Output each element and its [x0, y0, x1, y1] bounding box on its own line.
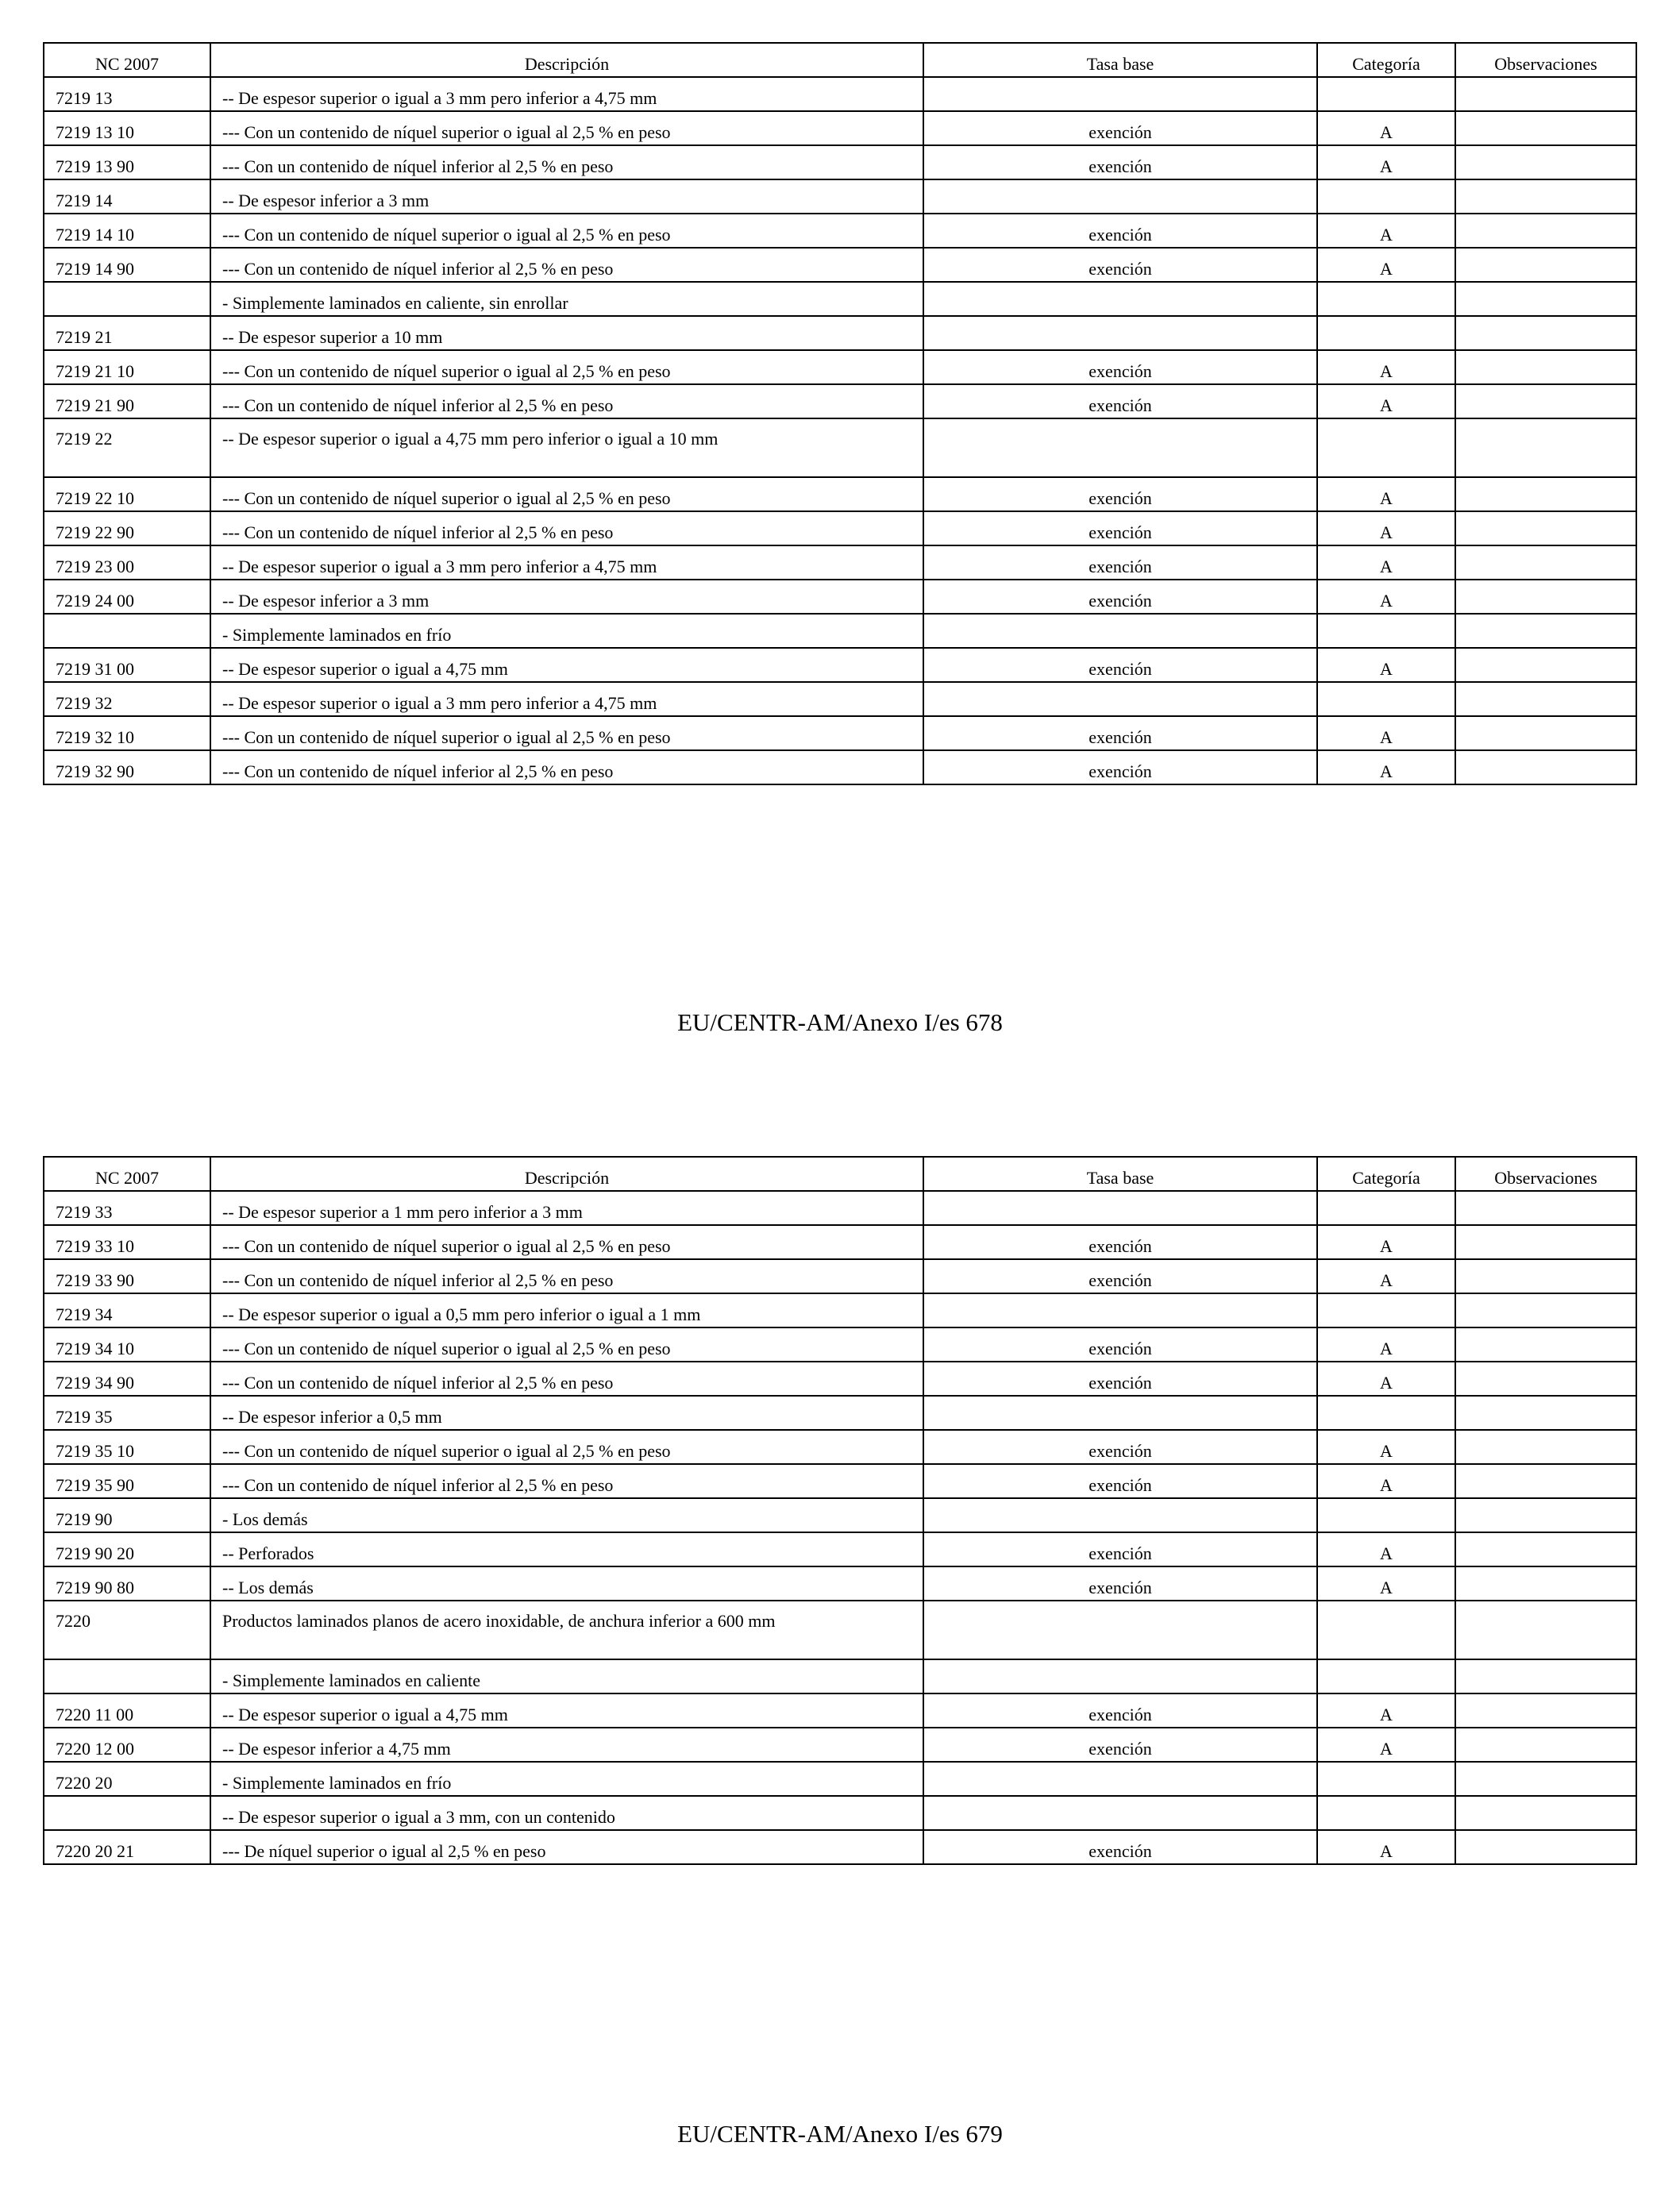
cell-remarks: [1455, 1728, 1636, 1762]
table-row: [44, 1293, 1636, 1327]
cell-base-rate: exención: [923, 350, 1317, 384]
cell-remarks: [1455, 1762, 1636, 1796]
cell-category: A: [1317, 350, 1455, 384]
cell-remarks: [1455, 1498, 1636, 1532]
cell-description: Productos laminados planos de acero inoxidable, de anchura inferior a 600 mm: [210, 1601, 923, 1659]
cell-remarks: [1455, 384, 1636, 418]
cell-nc-code: 7219 32: [44, 682, 210, 716]
table-row: [44, 614, 1636, 648]
cell-remarks: [1455, 282, 1636, 316]
cell-remarks: [1455, 1327, 1636, 1362]
tariff-table: [43, 1156, 1637, 1865]
cell-nc-code: 7219 22 10: [44, 477, 210, 511]
cell-category: A: [1317, 248, 1455, 282]
cell-remarks: [1455, 648, 1636, 682]
header-remarks: Observaciones: [1455, 1157, 1636, 1191]
cell-category: A: [1317, 580, 1455, 614]
cell-description: --- Con un contenido de níquel superior o igual al 2,5 % en peso: [210, 477, 923, 511]
cell-base-rate: exención: [923, 1532, 1317, 1566]
cell-category: [1317, 179, 1455, 214]
cell-category: A: [1317, 384, 1455, 418]
table-row: [44, 1191, 1636, 1225]
cell-nc-code: 7219 33 90: [44, 1259, 210, 1293]
table-row: [44, 1532, 1636, 1566]
cell-base-rate: [923, 682, 1317, 716]
cell-description: --- Con un contenido de níquel superior o igual al 2,5 % en peso: [210, 111, 923, 145]
cell-description: --- Con un contenido de níquel inferior al 2,5 % en peso: [210, 511, 923, 545]
cell-base-rate: exención: [923, 1259, 1317, 1293]
cell-nc-code: 7220 11 00: [44, 1693, 210, 1728]
table-row: [44, 1762, 1636, 1796]
cell-remarks: [1455, 214, 1636, 248]
table-row: [44, 1566, 1636, 1601]
cell-description: --- Con un contenido de níquel superior o igual al 2,5 % en peso: [210, 1225, 923, 1259]
cell-base-rate: [923, 282, 1317, 316]
cell-description: - Simplemente laminados en frío: [210, 614, 923, 648]
cell-description: --- Con un contenido de níquel superior o igual al 2,5 % en peso: [210, 214, 923, 248]
cell-description: --- Con un contenido de níquel inferior al 2,5 % en peso: [210, 1464, 923, 1498]
header-category: Categoría: [1317, 1157, 1455, 1191]
cell-category: [1317, 1293, 1455, 1327]
cell-nc-code: 7219 34 10: [44, 1327, 210, 1362]
cell-description: -- De espesor inferior a 4,75 mm: [210, 1728, 923, 1762]
cell-category: A: [1317, 1362, 1455, 1396]
cell-nc-code: 7219 21: [44, 316, 210, 350]
table-header-row: [44, 43, 1636, 77]
cell-category: A: [1317, 1728, 1455, 1762]
table-row: [44, 282, 1636, 316]
cell-base-rate: exención: [923, 1362, 1317, 1396]
cell-nc-code: 7219 14 10: [44, 214, 210, 248]
cell-remarks: [1455, 1532, 1636, 1566]
cell-description: --- Con un contenido de níquel superior o igual al 2,5 % en peso: [210, 350, 923, 384]
table-row: [44, 418, 1636, 477]
cell-base-rate: [923, 614, 1317, 648]
cell-remarks: [1455, 111, 1636, 145]
cell-description: --- Con un contenido de níquel inferior al 2,5 % en peso: [210, 1362, 923, 1396]
cell-category: [1317, 1396, 1455, 1430]
cell-nc-code: 7219 90 80: [44, 1566, 210, 1601]
cell-base-rate: exención: [923, 580, 1317, 614]
table-row: [44, 1464, 1636, 1498]
cell-description: --- Con un contenido de níquel inferior al 2,5 % en peso: [210, 145, 923, 179]
table-row: [44, 316, 1636, 350]
cell-base-rate: exención: [923, 716, 1317, 750]
cell-base-rate: [923, 1601, 1317, 1659]
tariff-table: [43, 42, 1637, 785]
table-row: [44, 648, 1636, 682]
cell-description: -- De espesor superior o igual a 4,75 mm: [210, 1693, 923, 1728]
cell-base-rate: [923, 1498, 1317, 1532]
cell-category: A: [1317, 1566, 1455, 1601]
table-row: [44, 1601, 1636, 1659]
cell-remarks: [1455, 477, 1636, 511]
cell-base-rate: [923, 1293, 1317, 1327]
table-row: [44, 384, 1636, 418]
cell-category: A: [1317, 545, 1455, 580]
cell-remarks: [1455, 1830, 1636, 1864]
cell-category: A: [1317, 716, 1455, 750]
cell-nc-code: 7219 35: [44, 1396, 210, 1430]
table-row: [44, 477, 1636, 511]
cell-remarks: [1455, 580, 1636, 614]
cell-nc-code: 7219 33: [44, 1191, 210, 1225]
cell-base-rate: [923, 1762, 1317, 1796]
cell-nc-code: 7220 20 21: [44, 1830, 210, 1864]
cell-category: A: [1317, 1464, 1455, 1498]
cell-category: [1317, 1796, 1455, 1830]
cell-remarks: [1455, 1396, 1636, 1430]
cell-remarks: [1455, 179, 1636, 214]
table-row: [44, 1362, 1636, 1396]
cell-remarks: [1455, 545, 1636, 580]
cell-base-rate: [923, 179, 1317, 214]
cell-nc-code: 7219 35 90: [44, 1464, 210, 1498]
table-row: [44, 1830, 1636, 1864]
header-remarks: Observaciones: [1455, 43, 1636, 77]
table-row: [44, 1728, 1636, 1762]
cell-base-rate: exención: [923, 648, 1317, 682]
cell-category: A: [1317, 145, 1455, 179]
cell-description: -- De espesor superior o igual a 3 mm pero inferior a 4,75 mm: [210, 545, 923, 580]
cell-description: -- De espesor inferior a 3 mm: [210, 179, 923, 214]
cell-nc-code: 7219 13 10: [44, 111, 210, 145]
cell-description: --- Con un contenido de níquel superior o igual al 2,5 % en peso: [210, 716, 923, 750]
cell-description: - Simplemente laminados en caliente, sin enrollar: [210, 282, 923, 316]
cell-remarks: [1455, 1566, 1636, 1601]
cell-nc-code: 7219 24 00: [44, 580, 210, 614]
cell-remarks: [1455, 750, 1636, 784]
cell-description: -- De espesor superior o igual a 3 mm, con un contenido: [210, 1796, 923, 1830]
cell-category: [1317, 614, 1455, 648]
cell-category: [1317, 1498, 1455, 1532]
cell-remarks: [1455, 1191, 1636, 1225]
cell-base-rate: exención: [923, 1225, 1317, 1259]
cell-nc-code: [44, 1659, 210, 1693]
cell-remarks: [1455, 418, 1636, 477]
cell-base-rate: [923, 1396, 1317, 1430]
table-row: [44, 179, 1636, 214]
cell-description: - Simplemente laminados en caliente: [210, 1659, 923, 1693]
table-row: [44, 1498, 1636, 1532]
cell-nc-code: 7219 90 20: [44, 1532, 210, 1566]
cell-description: -- De espesor superior a 1 mm pero inferior a 3 mm: [210, 1191, 923, 1225]
cell-description: --- De níquel superior o igual al 2,5 % en peso: [210, 1830, 923, 1864]
cell-base-rate: exención: [923, 214, 1317, 248]
cell-base-rate: [923, 418, 1317, 477]
cell-category: A: [1317, 648, 1455, 682]
cell-base-rate: exención: [923, 145, 1317, 179]
cell-description: - Simplemente laminados en frío: [210, 1762, 923, 1796]
cell-remarks: [1455, 1601, 1636, 1659]
cell-category: [1317, 1762, 1455, 1796]
cell-base-rate: exención: [923, 477, 1317, 511]
cell-remarks: [1455, 145, 1636, 179]
cell-description: -- De espesor inferior a 0,5 mm: [210, 1396, 923, 1430]
cell-description: --- Con un contenido de níquel superior o igual al 2,5 % en peso: [210, 1327, 923, 1362]
table-row: [44, 545, 1636, 580]
cell-base-rate: [923, 1659, 1317, 1693]
cell-nc-code: 7219 33 10: [44, 1225, 210, 1259]
cell-category: A: [1317, 511, 1455, 545]
cell-remarks: [1455, 1796, 1636, 1830]
cell-nc-code: 7219 22 90: [44, 511, 210, 545]
cell-nc-code: 7219 34: [44, 1293, 210, 1327]
cell-nc-code: 7219 13: [44, 77, 210, 111]
table-header-row: [44, 1157, 1636, 1191]
table-row: [44, 1259, 1636, 1293]
header-rate: Tasa base: [923, 1157, 1317, 1191]
cell-remarks: [1455, 511, 1636, 545]
cell-description: --- Con un contenido de níquel inferior al 2,5 % en peso: [210, 750, 923, 784]
cell-nc-code: 7219 13 90: [44, 145, 210, 179]
page-footer: EU/CENTR-AM/Anexo I/es 678: [677, 1008, 1003, 1036]
cell-base-rate: exención: [923, 1327, 1317, 1362]
cell-description: --- Con un contenido de níquel superior o igual al 2,5 % en peso: [210, 1430, 923, 1464]
table-row: [44, 1396, 1636, 1430]
cell-description: -- De espesor inferior a 3 mm: [210, 580, 923, 614]
cell-remarks: [1455, 316, 1636, 350]
cell-category: [1317, 1659, 1455, 1693]
table-row: [44, 1225, 1636, 1259]
table-row: [44, 145, 1636, 179]
cell-base-rate: exención: [923, 111, 1317, 145]
page-footer: EU/CENTR-AM/Anexo I/es 679: [677, 2120, 1003, 2148]
cell-nc-code: 7219 14 90: [44, 248, 210, 282]
cell-base-rate: [923, 1191, 1317, 1225]
table-row: [44, 1796, 1636, 1830]
cell-remarks: [1455, 350, 1636, 384]
table-row: [44, 77, 1636, 111]
cell-base-rate: exención: [923, 248, 1317, 282]
table-row: [44, 111, 1636, 145]
header-code: NC 2007: [44, 1157, 210, 1191]
cell-description: -- De espesor superior o igual a 3 mm pero inferior a 4,75 mm: [210, 77, 923, 111]
cell-description: -- Perforados: [210, 1532, 923, 1566]
cell-nc-code: [44, 1796, 210, 1830]
cell-nc-code: 7220 20: [44, 1762, 210, 1796]
cell-category: A: [1317, 1830, 1455, 1864]
cell-base-rate: exención: [923, 1693, 1317, 1728]
cell-nc-code: 7219 22: [44, 418, 210, 477]
cell-base-rate: exención: [923, 384, 1317, 418]
cell-base-rate: exención: [923, 511, 1317, 545]
cell-nc-code: [44, 282, 210, 316]
cell-remarks: [1455, 614, 1636, 648]
cell-category: [1317, 418, 1455, 477]
cell-nc-code: 7219 23 00: [44, 545, 210, 580]
header-code: NC 2007: [44, 43, 210, 77]
cell-description: --- Con un contenido de níquel inferior al 2,5 % en peso: [210, 1259, 923, 1293]
cell-description: -- De espesor superior o igual a 4,75 mm: [210, 648, 923, 682]
cell-base-rate: exención: [923, 1464, 1317, 1498]
cell-category: A: [1317, 214, 1455, 248]
cell-category: A: [1317, 1532, 1455, 1566]
cell-base-rate: exención: [923, 1728, 1317, 1762]
cell-nc-code: 7219 34 90: [44, 1362, 210, 1396]
cell-nc-code: 7219 32 90: [44, 750, 210, 784]
cell-base-rate: [923, 1796, 1317, 1830]
table-row: [44, 1327, 1636, 1362]
table-row: [44, 682, 1636, 716]
cell-remarks: [1455, 1225, 1636, 1259]
cell-description: -- De espesor superior o igual a 0,5 mm pero inferior o igual a 1 mm: [210, 1293, 923, 1327]
cell-remarks: [1455, 716, 1636, 750]
cell-nc-code: 7219 21 90: [44, 384, 210, 418]
cell-nc-code: 7220 12 00: [44, 1728, 210, 1762]
cell-category: [1317, 1191, 1455, 1225]
table-row: [44, 1430, 1636, 1464]
cell-remarks: [1455, 1293, 1636, 1327]
table-row: [44, 214, 1636, 248]
cell-category: [1317, 77, 1455, 111]
table-row: [44, 248, 1636, 282]
cell-remarks: [1455, 1659, 1636, 1693]
cell-base-rate: [923, 77, 1317, 111]
cell-category: A: [1317, 1430, 1455, 1464]
cell-nc-code: 7219 90: [44, 1498, 210, 1532]
cell-description: -- De espesor superior a 10 mm: [210, 316, 923, 350]
cell-category: A: [1317, 477, 1455, 511]
cell-nc-code: 7219 32 10: [44, 716, 210, 750]
table-row: [44, 511, 1636, 545]
cell-category: A: [1317, 1225, 1455, 1259]
cell-remarks: [1455, 1464, 1636, 1498]
cell-category: [1317, 282, 1455, 316]
cell-description: - Los demás: [210, 1498, 923, 1532]
table-row: [44, 1659, 1636, 1693]
cell-remarks: [1455, 1430, 1636, 1464]
cell-base-rate: exención: [923, 545, 1317, 580]
header-rate: Tasa base: [923, 43, 1317, 77]
cell-nc-code: 7220: [44, 1601, 210, 1659]
cell-category: A: [1317, 1693, 1455, 1728]
cell-nc-code: 7219 21 10: [44, 350, 210, 384]
cell-category: A: [1317, 1259, 1455, 1293]
table-row: [44, 580, 1636, 614]
cell-remarks: [1455, 1259, 1636, 1293]
cell-category: A: [1317, 111, 1455, 145]
cell-nc-code: [44, 614, 210, 648]
table-row: [44, 750, 1636, 784]
table-row: [44, 1693, 1636, 1728]
cell-category: [1317, 682, 1455, 716]
cell-base-rate: exención: [923, 1566, 1317, 1601]
cell-category: A: [1317, 750, 1455, 784]
cell-remarks: [1455, 1362, 1636, 1396]
cell-description: -- Los demás: [210, 1566, 923, 1601]
table-row: [44, 350, 1636, 384]
header-description: Descripción: [210, 1157, 923, 1191]
cell-remarks: [1455, 248, 1636, 282]
cell-nc-code: 7219 35 10: [44, 1430, 210, 1464]
cell-category: [1317, 1601, 1455, 1659]
cell-base-rate: [923, 316, 1317, 350]
header-description: Descripción: [210, 43, 923, 77]
cell-base-rate: exención: [923, 1830, 1317, 1864]
cell-remarks: [1455, 77, 1636, 111]
cell-base-rate: exención: [923, 1430, 1317, 1464]
cell-nc-code: 7219 14: [44, 179, 210, 214]
cell-description: -- De espesor superior o igual a 4,75 mm pero inferior o igual a 10 mm: [210, 418, 923, 477]
cell-base-rate: exención: [923, 750, 1317, 784]
cell-category: [1317, 316, 1455, 350]
cell-remarks: [1455, 682, 1636, 716]
cell-nc-code: 7219 31 00: [44, 648, 210, 682]
table-row: [44, 716, 1636, 750]
cell-description: --- Con un contenido de níquel inferior al 2,5 % en peso: [210, 384, 923, 418]
cell-remarks: [1455, 1693, 1636, 1728]
cell-description: --- Con un contenido de níquel inferior al 2,5 % en peso: [210, 248, 923, 282]
header-category: Categoría: [1317, 43, 1455, 77]
cell-description: -- De espesor superior o igual a 3 mm pero inferior a 4,75 mm: [210, 682, 923, 716]
cell-category: A: [1317, 1327, 1455, 1362]
